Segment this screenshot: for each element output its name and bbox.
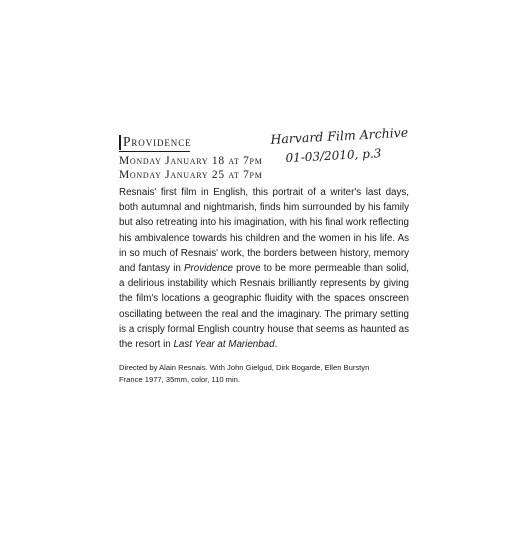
credits-line-1: Directed by Alain Resnais. With John Gielgud, Dirk Bogarde, Ellen Burstyn bbox=[119, 363, 370, 373]
description-text-3: . bbox=[274, 339, 278, 351]
showtime-1: Monday January 18 at 7pm bbox=[119, 155, 263, 167]
film-credits bbox=[119, 362, 409, 385]
film-title: Providence bbox=[123, 134, 192, 149]
description-italic-title-1: Providence bbox=[183, 263, 233, 275]
film-description bbox=[119, 185, 409, 352]
annotation-line-1: Harvard Film Archive bbox=[270, 124, 409, 147]
description-text-1: Resnais' first film in English, this portrait of a writer's last days, both autumnal and nightmarish, finds him surrounded by his family but also retreating into his imagination, with his final work reflecting his ambivalence towards his children and the women in his life. As in so much of Resnais' work, the borders between history, memory and fantasy in bbox=[119, 187, 409, 275]
title-rule-vertical bbox=[119, 135, 121, 150]
description-text-2: prove to be more permeable than solid, a delirious instability which Resnais brilliantly represents by giving the film's locations a geographic fluidity with the spaces onscreen oscillating between the real and the imaginary. The primary setting is a crisply formal English country house that seems as haunted as the resort in bbox=[119, 263, 409, 351]
credits-line-2: France 1977, 35mm, color, 110 min. bbox=[119, 374, 240, 384]
title-underline bbox=[119, 151, 190, 152]
film-entry bbox=[119, 134, 409, 385]
handwritten-annotation bbox=[268, 122, 420, 170]
description-italic-title-2: Last Year at Marienbad bbox=[173, 339, 275, 351]
showtime-2: Monday January 25 at 7pm bbox=[119, 169, 263, 181]
annotation-line-2: 01-03/2010, p.3 bbox=[285, 146, 382, 166]
